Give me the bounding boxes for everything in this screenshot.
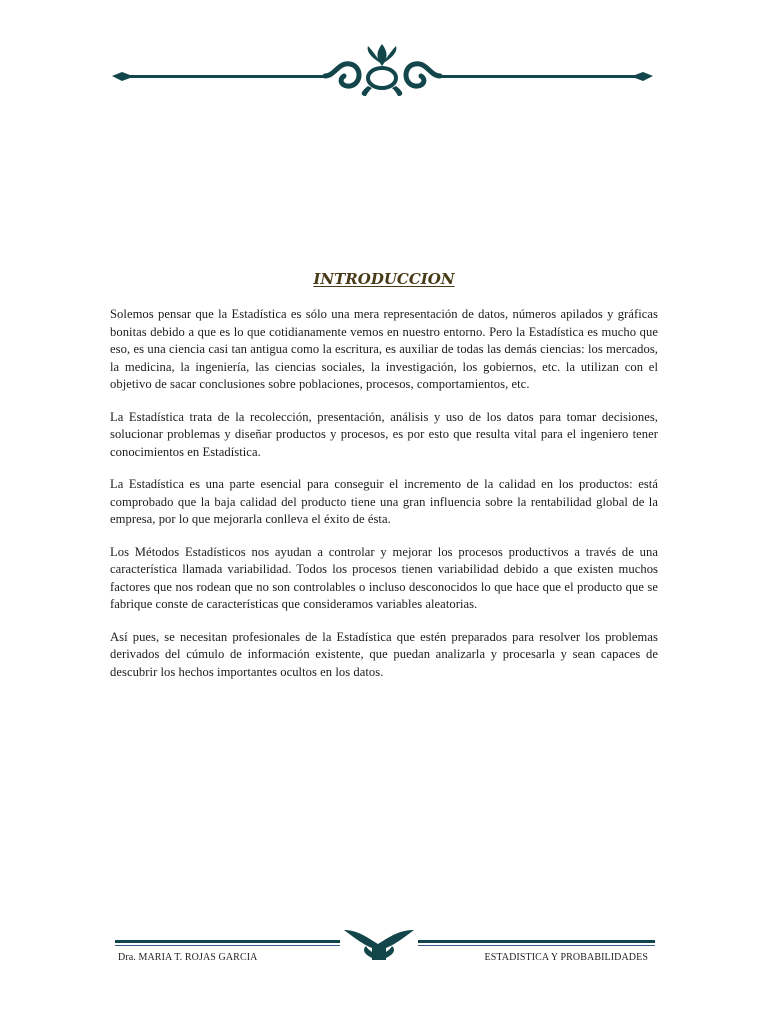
page-title: INTRODUCCION xyxy=(313,270,455,288)
paragraph: Los Métodos Estadísticos nos ayudan a controlar y mejorar los procesos productivos a través de una característica llamada variabilidad. Todos los procesos tienen variabilidad debido a que existen muchos factores que nos rodean que no son controlables o incluso desconocidos lo que hace que el producto que se fabrique conste de características que consideramos variables aleatorias. xyxy=(110,544,658,611)
paragraph: Solemos pensar que la Estadística es sólo una mera representación de datos, números apilados y gráficas bonitas debido a que es lo que cotidianamente vemos en nuestro entorno. Pero la Estadística es mucho que eso, es una ciencia casi tan antigua como la escritura, es auxiliar de todas las demás ciencias: los mercados, la medicina, la ingeniería, las ciencias sociales, la investigación, los gobiernos, etc. la utilizan con el objetivo de sacar conclusiones sobre poblaciones, procesos, comportamientos, etc. xyxy=(110,307,658,391)
scroll-flourish-icon xyxy=(110,40,655,110)
paragraph: Así pues, se necesitan profesionales de la Estadística que estén preparados para resolver los problemas derivados del cúmulo de información existente, que puedan analizarla y procesarla y sean capaces de descubrir los hechos importantes ocultos en los datos. xyxy=(110,629,658,679)
footer-course: ESTADISTICA Y PROBABILIDADES xyxy=(484,952,648,963)
footer-author: Dra. MARIA T. ROJAS GARCIA xyxy=(118,952,258,963)
body-text xyxy=(110,306,658,696)
paragraph: La Estadística trata de la recolección, presentación, análisis y uso de los datos para tomar decisiones, solucionar problemas y diseñar productos y procesos, es por esto que resulta vital para el ingeniero tener conocimientos en Estadística. xyxy=(110,409,658,459)
paragraph: La Estadística es una parte esencial para conseguir el incremento de la calidad en los productos: está comprobado que la baja calidad del producto tiene una gran influencia sobre la rentabilidad global de la empresa, por lo que mejorarla conlleva el éxito de ésta. xyxy=(110,477,658,526)
